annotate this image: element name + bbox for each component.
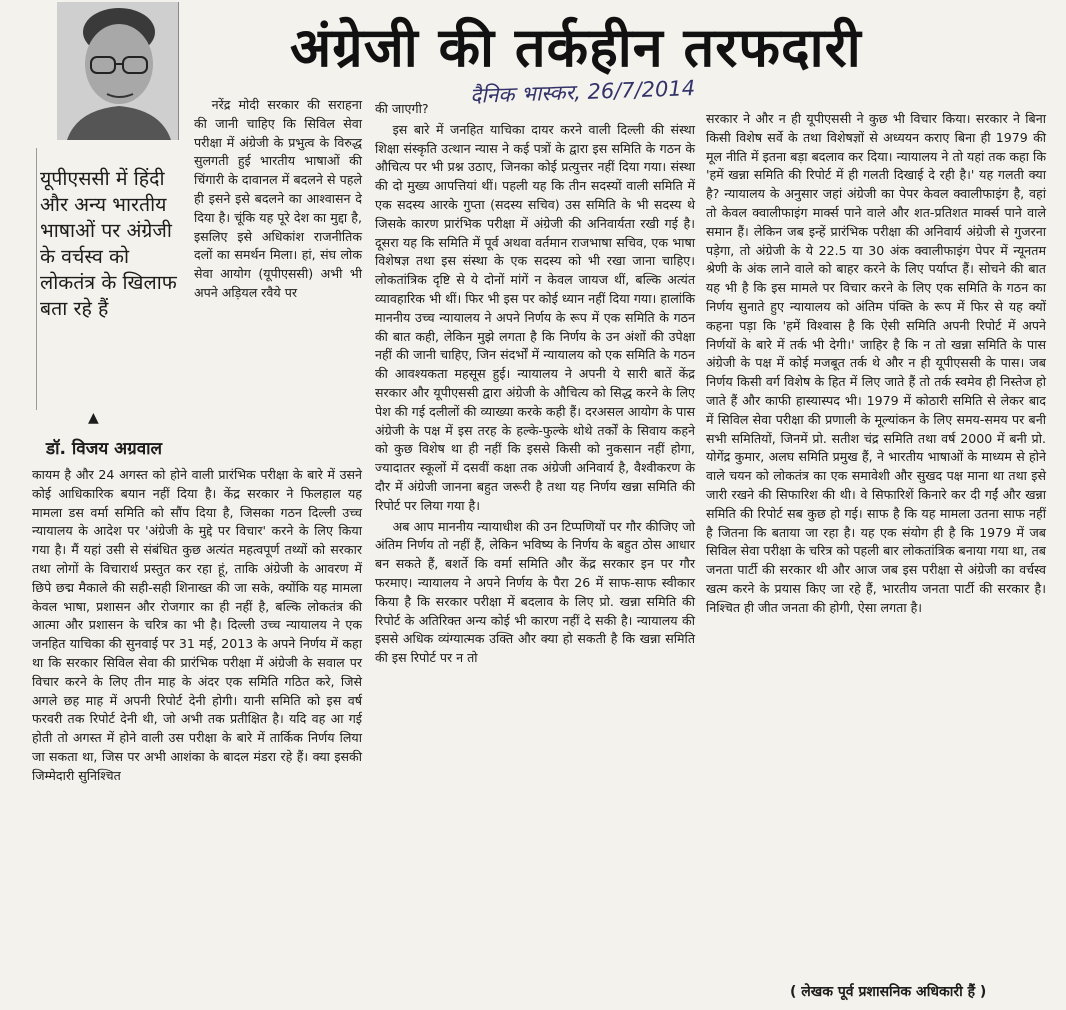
paragraph: कायम है और 24 अगस्त को होने वाली प्रारंभिक परीक्षा के बारे में उसने कोई आधिकारिक बयान नहीं दिया है। केंद्र सरकार ने फिलहाल यह मामला डस वर्मा समिति को सौंप दिया है, जिसका गठन दिल्ली उच्च न्यायालय के आदेश पर 'अंग्रेजी के मुद्दे पर विचार' करने के लिए किया गया है। मैं यहां उसी से संबंधित कुछ अत्यंत महत्वपूर्ण तथ्यों को सरकार तथा लोगों के विचारार्थ प्रस्तुत कर रहा हूं, ताकि अंग्रेजी के आवरण में छिपे छद्म मैकाले की सही-सही शिनाख्त की जा सके, क्योंकि यह मामला केवल भाषा, प्रशासन और रोजगार का ही नहीं है, बल्कि लोकतंत्र की आत्मा और प्रशासन के चरित्र का भी है। दिल्ली उच्च न्यायालय ने एक जनहित याचिका की सुनवाई पर 31 मई, 2013 के अपने निर्णय में कहा था कि सरकार सिविल सेवा की प्रारंभिक परीक्षा में अंग्रेजी के सवाल पर विचार करने के लिए तीन माह के अंदर एक समिति गठित करे, जिसे अगले छह माह में अपनी रिपोर्ट देनी होगी। यानी समिति को इस वर्ष फरवरी तक रिपोर्ट देनी थी, जो अभी तक प्रतीक्षित है। यदि वह आ गई होती तो अगस्त में होने वाली उस परीक्षा के बारे में तार्किक निर्णय लिया जा सकता था, जिस पर अभी आशंका के बादल मंडरा रहे हैं। क्या इसकी जिम्मेदारी सुनिश्चित (32, 467, 362, 783)
column-3 (706, 110, 1046, 618)
pull-quote: यूपीएससी में हिंदी और अन्य भारतीय भाषाओं पर अंग्रेजी के वर्चस्व को लोकतंत्र के खिलाफ बता रहे हैं (40, 167, 177, 320)
paragraph: इस बारे में जनहित याचिका दायर करने वाली दिल्ली की संस्था शिक्षा संस्कृति उत्थान न्यास ने कई पत्रों के द्वारा इस समिति के गठन के औचित्य पर भी प्रश्न उठाए, जिनका कोई प्रत्युत्तर नहीं दिया गया। संस्था की दो मुख्य आपत्तियां थीं। पहली यह कि तीन सदस्यों वाली समिति में एक सदस्य आरके गुप्ता (सदस्य सचिव) उस समिति के भी सदस्य थे जिसके कारण प्रारंभिक परीक्षा में अंग्रेजी की अनिवार्यता रखी गई है। दूसरा यह कि समिति में पूर्व अथवा वर्तमान राजभाषा सचिव, एक भाषा विशेषज्ञ तथा इस संस्था के एक सदस्य को भी रखा जाना चाहिए। लोकतांत्रिक दृष्टि से ये दोनों मांगें न केवल जायज थीं, बल्कि अत्यंत व्यावहारिक भी थीं। फिर भी इस पर कोई ध्यान नहीं दिया गया। हालांकि माननीय उच्च न्यायालय ने अपने निर्णय के रूप में एक समिति के गठन की बात कही, लेकिन मुझे लगता है कि निर्णय के उन अंशों की उपेक्षा नहीं की जानी चाहिए, जिन संदर्भों में न्यायालय को एक समिति के गठन की आवश्यकता महसूस हुई। न्यायालय ने अपनी ये सारी बातें केंद्र सरकार और यूपीएससी द्वारा अंग्रेजी के औचित्य को सिद्ध करने के लिए पेश की गई दलीलों की व्याख्या करके कही हैं। दरअसल आयोग के पास अंग्रेजी के पक्ष में इस तरह के हल्के-फुल्के थोथे तर्कों के सिवाय कहने को कुछ विशेष था ही नहीं कि इससे किसी को नुकसान नहीं होगा, ज्यादातर स्कूलों में दसवीं कक्षा तक अंग्रेजी अनिवार्य है, वैश्वीकरण के दौर में अंग्रेजी जानना बहुत जरूरी है तथा यह निर्णय खन्ना समिति की रिपोर्ट पर लिया गया है। (375, 121, 695, 513)
author-photo (57, 2, 179, 140)
column-1-top (194, 96, 362, 303)
column-1-bottom (32, 466, 362, 786)
column-2 (375, 100, 695, 668)
byline-marker-icon: ▲ (88, 410, 99, 426)
byline: डॉ. विजय अग्रवाल (46, 439, 163, 459)
author-note: ( लेखक पूर्व प्रशासनिक अधिकारी हैं ) (790, 984, 987, 1000)
paragraph: सरकार ने और न ही यूपीएससी ने कुछ भी विचार किया। सरकार ने बिना किसी विशेष सर्वे के तथा विशेषज्ञों से अध्ययन कराए बिना ही 1979 की मूल नीति में इतना बड़ा बदलाव कर दिया। न्यायालय ने तो यहां तक कहा कि 'हमें खन्ना समिति की रिपोर्ट में ही गलती दिखाई दे रही है।' यह गलती क्या है? न्यायालय के अनुसार जहां अंग्रेजी का पेपर केवल क्वालीफाइंग है, वहां तो केवल क्वालीफाइंग मार्क्स पाने वाले और शत-प्रतिशत मार्क्स पाने वाले समान हैं। लेकिन जब इन्हें प्रारंभिक परीक्षा की अनिवार्य अंग्रेजी से गुजरना पड़ेगा, तो अंग्रेजी के ये 22.5 या 30 अंक क्वालीफाइंग पेपर में न्यूनतम श्रेणी के अंक लाने वाले को बाहर करने के लिए पर्याप्त हैं। सोचने की बात यह भी है कि इस मामले पर विचार करने के लिए एक समिति के गठन का निर्णय सुनाते हुए न्यायालय को अंतिम पंक्ति के रूप में फिर से यह क्यों कहना पड़ा कि 'हमें विश्वास है कि ऐसी समिति अपनी रिपोर्ट में अपने निर्णयों के बारे में तर्क भी देगी।' जाहिर है कि न तो खन्ना समिति के पास अंग्रेजी के पक्ष में कोई मजबूत तर्क थे और न ही यूपीएससी के पास। जब निर्णय किसी वर्ग विशेष के हित में लिए जाते हैं तो तर्क स्वमेव ही निस्तेज हो जाते हैं और काफी हास्यास्पद भी। 1979 में कोठारी समिति से लेकर बाद में सिविल सेवा परीक्षा की प्रणाली के मूल्यांकन के लिए समय-समय पर बनी सभी समितियों, जिनमें प्रो. सतीश चंद्र समिति तथा वर्ष 2000 में बनी प्रो. योगेंद्र कुमार, अलघ समिति प्रमुख हैं, ने भारतीय भाषाओं के माध्यम से होने वाले चयन को लोकतंत्र का एक समावेशी और सुखद पक्ष माना था तथा इसे जारी रखने की सिफारिश की थी। वे सिफारिशें किनारे कर दी गईं और खन्ना समिति की रिपोर्ट सब कुछ हो गई। साफ है कि यह मामला उतना साफ नहीं है जितना कि बताया जा रहा है। यह एक संयोग ही है कि 1979 में जब सिविल सेवा परीक्षा के चरित्र को पहली बार लोकतांत्रिक बनाया गया था, तब जनता पार्टी की सरकार थी और आज जब इस परीक्षा से अंग्रेजी का वर्चस्व खत्म करने के प्रयास किए जा रहे हैं, भारतीय जनता पार्टी की सरकार है। निश्चित ही जीत जनता की होगी, ऐसा लगता है। (706, 111, 1046, 615)
paragraph: अब आप माननीय न्यायाधीश की उन टिप्पणियों पर गौर कीजिए जो अंतिम निर्णय तो नहीं हैं, लेकिन भविष्य के निर्णय के बहुत ठोस आधार बन सकते हैं, बशर्ते कि वर्मा समिति और केंद्र सरकार इन पर गौर फरमाए। न्यायालय ने अपने निर्णय के पैरा 26 में साफ-साफ स्वीकार किया है कि सरकार परीक्षा में बदलाव के लिए प्रो. खन्ना समिति की रिपोर्ट के अतिरिक्त अन्य कोई भी कारण नहीं दे सकी है। न्यायालय की इससे अधिक व्यंग्यात्मक उक्ति और क्या हो सकती है कि खन्ना समिति की इस रिपोर्ट पर न तो (375, 518, 695, 666)
headline: अंग्रेजी की तर्कहीन तरफदारी (290, 16, 862, 79)
author-portrait-graphic (57, 2, 178, 140)
paragraph: की जाएगी? (375, 101, 429, 116)
handwritten-note: दैनिक भास्कर, 26/7/2014 (469, 76, 696, 108)
pull-quote-rule (36, 148, 37, 410)
paragraph: नरेंद्र मोदी सरकार की सराहना की जानी चाहिए कि सिविल सेवा परीक्षा में अंग्रेजी के प्रभुत्व के विरुद्ध सुलगती हुई भारतीय भाषाओं की चिंगारी के दावानल में बदलने से पहले ही इसने इसे बदलने का आश्वासन दे दिया है। चूंकि यह पूरे देश का मुद्दा है, इसलिए इसे अधिकांश राजनीतिक दलों का समर्थन मिला। हां, संघ लोक सेवा आयोग (यूपीएससी) अभी भी अपने अड़ियल रवैये पर (194, 97, 362, 300)
